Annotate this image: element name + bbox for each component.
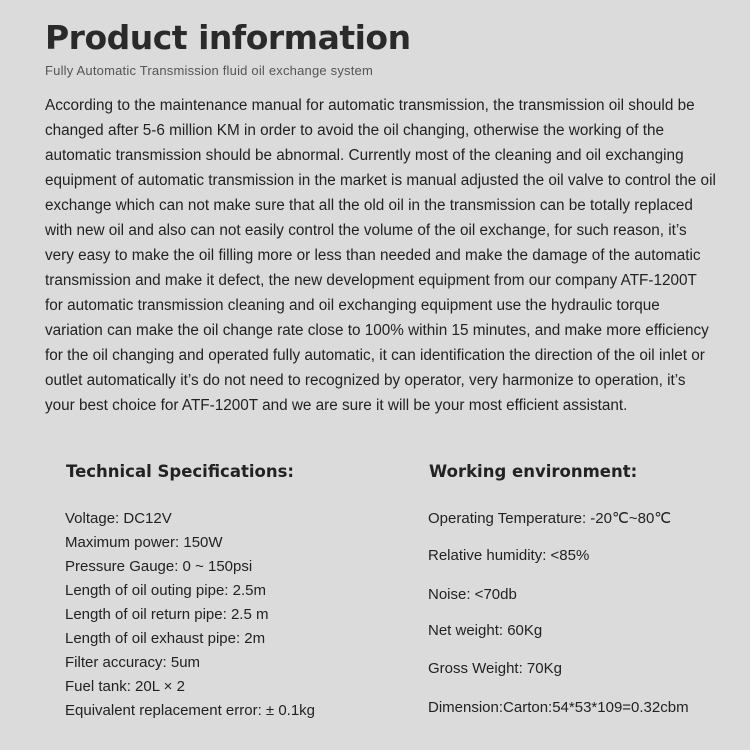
page-subtitle: Fully Automatic Transmission fluid oil exchange system: [45, 63, 373, 78]
technical-specifications-list: [65, 509, 315, 725]
spec-pressure-gauge: Pressure Gauge: 0 ~ 150psi: [65, 558, 253, 575]
intro-paragraph: According to the maintenance manual for automatic transmission, the transmission oil should be changed after 5-6 million KM in order to avoid the oil changing, otherwise the working of the automatic transmission should be abnormal. Currently most of the cleaning and oil exchanging equipment of automatic transmission in the market is manual adjusted the oil valve to control the oil exchange which can not make sure that all the old oil in the transmission can be totally replaced with new oil and also can not easily control the volume of the oil exchange, for such reason, it’s very easy to make the oil filling more or less than needed and make the damage of the automatic transmission and make it defect, the new development equipment from our company ATF-1200T for automatic transmission cleaning and oil exchanging equipment use the hydraulic torque variation can make the oil change rate close to 100% within 15 minutes, and make more efficiency for the oil changing and operated fully automatic, it can identification the direction of the oil inlet or outlet automatically it’s do not need to recognized by operator, very harmonize to operation, it’s your best choice for ATF-1200T and we are sure it will be your most efficient assistant.: [45, 97, 716, 414]
working-environment-heading: Working environment:: [429, 462, 638, 481]
env-gross-weight: Gross Weight: 70Kg: [428, 660, 562, 677]
technical-specifications-heading: Technical Specifications:: [66, 462, 295, 481]
spec-filter-accuracy: Filter accuracy: 5um: [65, 654, 201, 671]
spec-oil-return-pipe: Length of oil return pipe: 2.5 m: [65, 606, 269, 623]
env-dimension: Dimension:Carton:54*53*109=0.32cbm: [428, 699, 689, 716]
spec-oil-outing-pipe: Length of oil outing pipe: 2.5m: [65, 582, 266, 599]
spec-oil-exhaust-pipe: Length of oil exhaust pipe: 2m: [65, 630, 266, 647]
env-net-weight: Net weight: 60Kg: [428, 622, 543, 639]
spec-maximum-power: Maximum power: 150W: [65, 534, 223, 551]
page-title: Product information: [45, 18, 411, 57]
env-relative-humidity: Relative humidity: <85%: [428, 547, 590, 564]
env-noise: Noise: <70db: [428, 586, 517, 603]
spec-replacement-error: Equivalent replacement error: ± 0.1kg: [65, 702, 316, 719]
env-operating-temperature: Operating Temperature: -20℃~80℃: [428, 510, 672, 527]
spec-voltage: Voltage: DC12V: [65, 510, 172, 527]
spec-fuel-tank: Fuel tank: 20L × 2: [65, 678, 185, 695]
